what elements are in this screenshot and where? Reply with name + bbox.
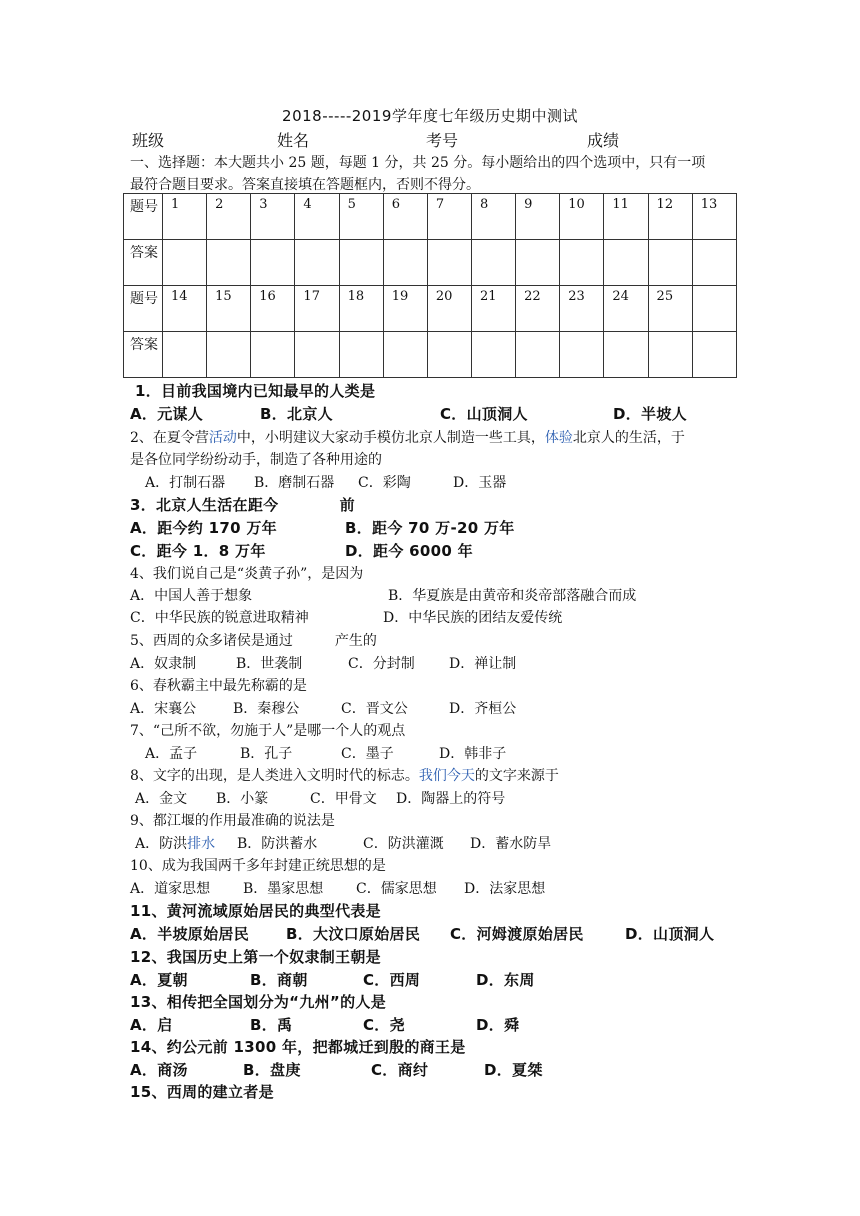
option-c: C．晋文公: [341, 701, 408, 717]
question-number-cell: 14: [163, 286, 207, 332]
option-b: B．大汶口原始居民: [286, 925, 421, 943]
option-d: D．禅让制: [449, 656, 517, 672]
answer-cell[interactable]: [471, 332, 515, 378]
option-c: C．彩陶: [358, 475, 411, 491]
answer-cell[interactable]: [427, 240, 471, 286]
option-d: D．中华民族的团结友爱传统: [383, 610, 563, 626]
question-number-cell: 19: [383, 286, 427, 332]
option-a: A．元谋人: [130, 405, 204, 423]
option-a: A．商汤: [130, 1061, 188, 1079]
question-options: [130, 698, 750, 720]
option-c: C．商纣: [371, 1061, 429, 1079]
answer-cell[interactable]: [207, 240, 251, 286]
instructions-line-2: 最符合题目要求。答案直接填在答题框内，否则不得分。: [130, 177, 480, 193]
option-b: B．华夏族是由黄帝和炎帝部落融合而成: [388, 588, 637, 604]
drainage-link[interactable]: 排水: [187, 836, 216, 852]
question-number-cell: 17: [295, 286, 339, 332]
question-options: [130, 923, 750, 945]
question-stem: [130, 427, 685, 447]
option-a: A．夏朝: [130, 971, 188, 989]
question-stem: 1．目前我国境内已知最早的人类是: [135, 382, 376, 400]
answer-cell[interactable]: [427, 332, 471, 378]
option-a-text: A．防洪: [135, 836, 188, 852]
answer-cell[interactable]: [692, 240, 736, 286]
stem-text: 8、文字的出现，是人类进入文明时代的标志。: [130, 768, 419, 784]
page-title: 2018-----2019学年度七年级历史期中测试: [282, 107, 578, 125]
question-stem: 9、都江堰的作用最准确的说法是: [130, 813, 335, 829]
question-number-cell: 24: [604, 286, 648, 332]
answer-cell[interactable]: [516, 240, 560, 286]
question-stem: 11、黄河流域原始居民的典型代表是: [130, 902, 381, 920]
option-a: A．距今约 170 万年: [130, 519, 277, 537]
question-number-cell: 9: [516, 194, 560, 240]
answer-cell[interactable]: [648, 240, 692, 286]
question-options: [130, 878, 750, 900]
answer-cell[interactable]: [648, 332, 692, 378]
question-options: [130, 540, 750, 562]
option-b: B．墨家思想: [243, 881, 324, 897]
question-stem: 3．北京人生活在距今 前: [130, 496, 355, 514]
question-stem: 13、相传把全国划分为“九州”的人是: [130, 993, 386, 1011]
question-options: [130, 743, 750, 765]
answer-cell[interactable]: [295, 332, 339, 378]
answer-cell[interactable]: [163, 240, 207, 286]
option-c: C．距今 1．8 万年: [130, 542, 266, 560]
option-d: D．韩非子: [439, 746, 507, 762]
question-number-cell: 15: [207, 286, 251, 332]
table-row: [124, 240, 737, 286]
answer-cell[interactable]: [251, 332, 295, 378]
stem-text: 中，小明建议大家动手模仿北京人制造一些工具，: [236, 430, 545, 446]
option-d: D．半坡人: [613, 405, 687, 423]
option-b: B．防洪蓄水: [237, 836, 318, 852]
question-options: [130, 788, 750, 810]
option-b: B．距今 70 万-20 万年: [345, 519, 515, 537]
option-b: B．孔子: [240, 746, 293, 762]
option-d: D．东周: [476, 971, 535, 989]
question-options: [130, 1059, 750, 1081]
question-stem: 7、“己所不欲，勿施于人”是哪一个人的观点: [130, 723, 406, 739]
question-stem: 10、成为我国两千多年封建正统思想的是: [130, 858, 386, 874]
option-c: C．儒家思想: [356, 881, 437, 897]
option-c: C．河姆渡原始居民: [450, 925, 584, 943]
student-info-row: [132, 128, 732, 150]
option-a: A．奴隶制: [130, 656, 197, 672]
answer-cell[interactable]: [516, 332, 560, 378]
stem-text: 2、在夏令营: [130, 430, 209, 446]
option-d: D．玉器: [453, 475, 507, 491]
question-number-cell: 13: [692, 194, 736, 240]
question-number-cell: 5: [339, 194, 383, 240]
class-field-label: 班级: [132, 131, 165, 150]
question-number-cell: 6: [383, 194, 427, 240]
option-c: C．墨子: [341, 746, 394, 762]
question-number-cell: 7: [427, 194, 471, 240]
answer-cell[interactable]: [295, 240, 339, 286]
question-stem: 4、我们说自己是“炎黄子孙”，是因为: [130, 566, 364, 582]
answer-cell[interactable]: [604, 332, 648, 378]
question-options: [130, 403, 750, 425]
row-label-question-number: 题号: [124, 194, 163, 240]
question-options: [130, 585, 750, 607]
answer-cell[interactable]: [383, 332, 427, 378]
question-number-cell: 1: [163, 194, 207, 240]
answer-cell[interactable]: [251, 240, 295, 286]
option-d: D．山顶洞人: [625, 925, 715, 943]
option-b: B．世袭制: [236, 656, 303, 672]
answer-table: [123, 193, 737, 378]
question-options: [130, 833, 750, 855]
option-a: A．中国人善于想象: [130, 588, 253, 604]
question-stem-continued: 是各位同学纷纷动手，制造了各种用途的: [130, 452, 382, 468]
option-c: C．分封制: [348, 656, 415, 672]
question-number-cell: 23: [560, 286, 604, 332]
option-a: A．宋襄公: [130, 701, 197, 717]
question-number-cell: 20: [427, 286, 471, 332]
question-number-cell: 8: [471, 194, 515, 240]
question-number-cell: 10: [560, 194, 604, 240]
option-a: A．打制石器: [145, 475, 226, 491]
question-options: [130, 607, 750, 629]
option-b: B．磨制石器: [254, 475, 335, 491]
option-a: A．启: [130, 1016, 173, 1034]
question-stem: 5、西周的众多诸侯是通过 产生的: [130, 633, 377, 649]
option-c: C．防洪灌溉: [363, 836, 444, 852]
answer-cell[interactable]: [207, 332, 251, 378]
answer-cell[interactable]: [383, 240, 427, 286]
answer-cell[interactable]: [471, 240, 515, 286]
table-row: [124, 194, 737, 240]
option-b: B．商朝: [250, 971, 308, 989]
instructions-line-1: 一、选择题：本大题共小 25 题，每题 1 分，共 25 分。每小题给出的四个选项中，只有一项: [130, 155, 706, 171]
question-number-cell: 21: [471, 286, 515, 332]
table-row: [124, 332, 737, 378]
today-link[interactable]: 我们今天: [418, 768, 475, 784]
option-a: A．金文: [135, 791, 188, 807]
option-c: C．西周: [363, 971, 421, 989]
option-c: C．山顶洞人: [440, 405, 528, 423]
score-field-label: 成绩: [587, 131, 620, 150]
question-options: [130, 653, 750, 675]
option-a: A．道家思想: [130, 881, 211, 897]
question-options: [130, 472, 750, 494]
question-number-cell: 18: [339, 286, 383, 332]
question-number-cell: 16: [251, 286, 295, 332]
option-c: C．中华民族的锐意进取精神: [130, 610, 309, 626]
question-options: [130, 969, 750, 991]
exam-number-field-label: 考号: [426, 131, 459, 150]
question-options: [130, 1014, 750, 1036]
option-b: B．禹: [250, 1016, 293, 1034]
question-number-cell: 22: [516, 286, 560, 332]
question-number-cell: 4: [295, 194, 339, 240]
option-d: D．陶器上的符号: [396, 791, 506, 807]
option-d: D．法家思想: [464, 881, 546, 897]
answer-cell[interactable]: [339, 240, 383, 286]
option-b: B．小篆: [216, 791, 269, 807]
answer-cell[interactable]: [560, 332, 604, 378]
row-label-question-number: 题号: [124, 286, 163, 332]
answer-cell[interactable]: [560, 240, 604, 286]
question-number-cell: 2: [207, 194, 251, 240]
row-label-answer: 答案: [124, 240, 163, 286]
question-number-cell: [692, 286, 736, 332]
option-d: D．齐桓公: [449, 701, 517, 717]
option-a: A．孟子: [145, 746, 198, 762]
activity-link[interactable]: 活动: [208, 430, 237, 446]
question-stem: 6、春秋霸主中最先称霸的是: [130, 678, 307, 694]
question-stem: 14、约公元前 1300 年，把都城迁到殷的商王是: [130, 1038, 466, 1056]
question-stem: 12、我国历史上第一个奴隶制王朝是: [130, 948, 381, 966]
option-a: A．半坡原始居民: [130, 925, 250, 943]
answer-cell[interactable]: [163, 332, 207, 378]
stem-text: 北京人的生活，于: [572, 430, 685, 446]
option-d: D．舜: [476, 1016, 520, 1034]
name-field-label: 姓名: [277, 131, 310, 150]
table-row: [124, 286, 737, 332]
question-number-cell: 25: [648, 286, 692, 332]
option-b: B．秦穆公: [233, 701, 300, 717]
option-d: D．蓄水防旱: [470, 836, 552, 852]
option-d: D．夏桀: [484, 1061, 543, 1079]
option-b: B．盘庚: [243, 1061, 301, 1079]
question-number-cell: 3: [251, 194, 295, 240]
answer-cell[interactable]: [339, 332, 383, 378]
stem-text: 的文字来源于: [474, 768, 559, 784]
answer-cell[interactable]: [604, 240, 648, 286]
option-c: C．尧: [363, 1016, 405, 1034]
option-b: B．北京人: [260, 405, 333, 423]
question-stem: 15、西周的建立者是: [130, 1083, 274, 1101]
question-options: [130, 517, 750, 539]
option-d: D．距今 6000 年: [345, 542, 473, 560]
answer-cell[interactable]: [692, 332, 736, 378]
option-a: [135, 833, 215, 853]
question-stem: [130, 765, 559, 785]
row-label-answer: 答案: [124, 332, 163, 378]
experience-link[interactable]: 体验: [544, 430, 573, 446]
question-number-cell: 12: [648, 194, 692, 240]
question-number-cell: 11: [604, 194, 648, 240]
option-c: C．甲骨文: [310, 791, 377, 807]
